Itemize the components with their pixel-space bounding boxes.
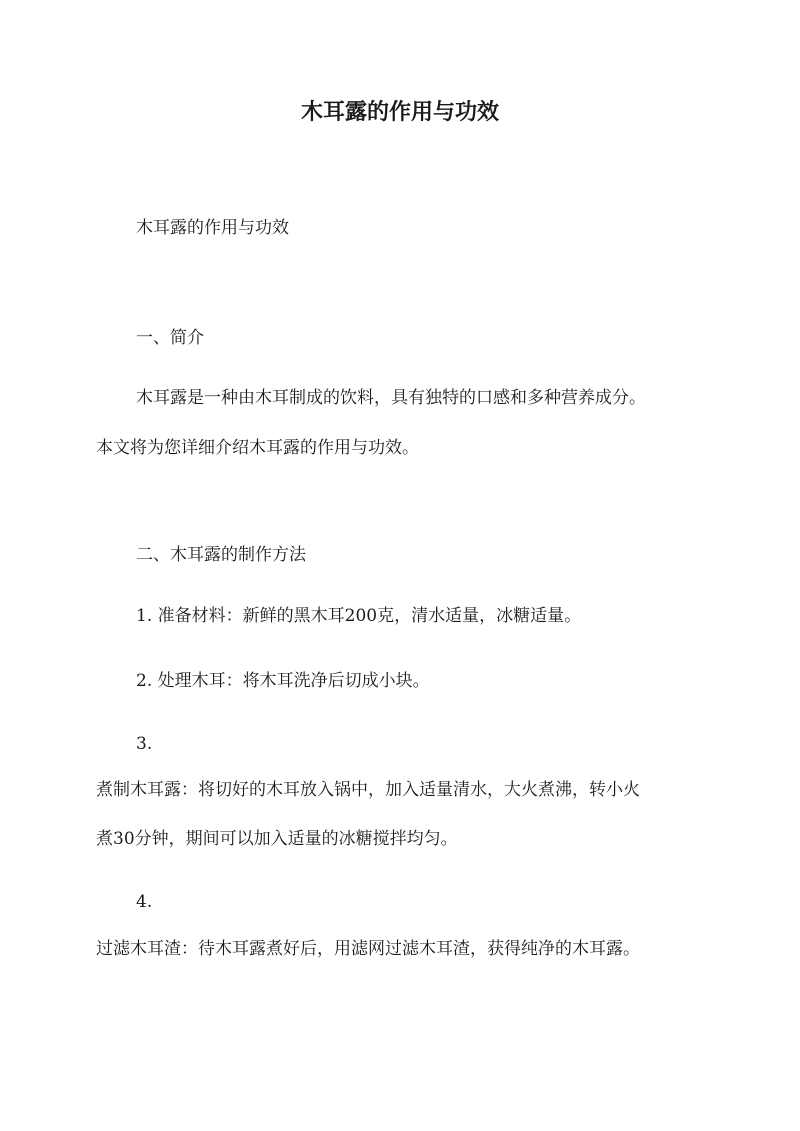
section-heading-method: 二、木耳露的制作方法 (136, 545, 306, 565)
section-heading-intro: 一、简介 (136, 328, 204, 348)
method-step-3-line-1: 煮制木耳露：将切好的木耳放入锅中，加入适量清水，大火煮沸，转小火 (96, 780, 640, 800)
method-step-3-line-2: 煮30分钟，期间可以加入适量的冰糖搅拌均匀。 (96, 829, 458, 849)
method-step-3-number: 3. (136, 734, 153, 754)
intro-paragraph-line-1: 木耳露是一种由木耳制成的饮料，具有独特的口感和多种营养成分。 (136, 388, 646, 408)
method-step-4-number: 4. (136, 892, 153, 912)
document-subtitle: 木耳露的作用与功效 (136, 218, 289, 238)
method-step-4-line-1: 过滤木耳渣：待木耳露煮好后，用滤网过滤木耳渣，获得纯净的木耳露。 (96, 939, 640, 959)
document-title: 木耳露的作用与功效 (300, 99, 499, 125)
method-step-2: 2. 处理木耳：将木耳洗净后切成小块。 (136, 671, 430, 691)
intro-paragraph-line-2: 本文将为您详细介绍木耳露的作用与功效。 (96, 438, 419, 458)
method-step-1: 1. 准备材料：新鲜的黑木耳200克，清水适量，冰糖适量。 (136, 606, 582, 626)
